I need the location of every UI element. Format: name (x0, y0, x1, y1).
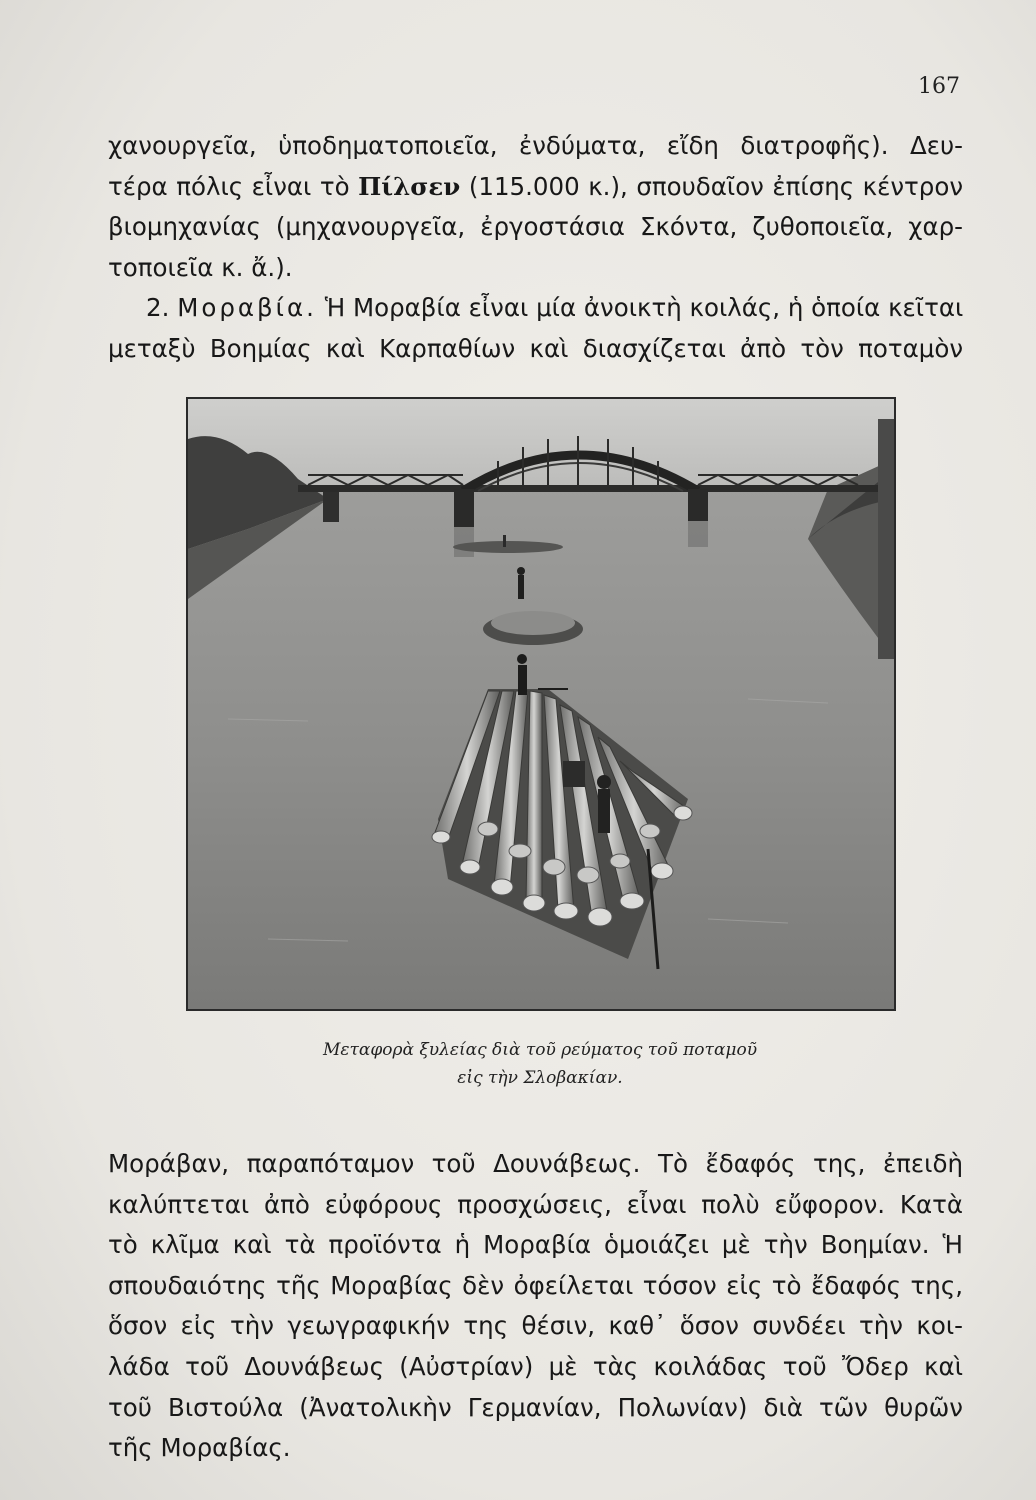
text-fragment: Ἡ Μοραβία εἶναι μία ἀνοικτὴ κοιλάς, ἡ ὁποία κεῖται (324, 293, 964, 323)
section-moravia-first-line (108, 288, 963, 329)
text-line: χανουργεῖα, ὑποδηματοποιεῖα, ἐνδύματα, εἴδη διατροφῆς). Δευ- (108, 131, 963, 160)
city-name-pilsen: Πίλσεν (358, 171, 461, 201)
figure-caption-line: εἰς τὴν Σλοβακίαν. (457, 1068, 623, 1088)
river-rafts-photo (186, 397, 896, 1011)
text-line: σπουδαιότης τῆς Μοραβίας δὲν ὀφείλεται τόσον εἰς τὸ ἔδαφός της, (108, 1270, 963, 1300)
section-heading: Μοραβία. (177, 293, 317, 323)
text-line: μεταξὺ Βοημίας καὶ Καρπαθίων καὶ διασχίζεται ἀπὸ τὸν ποταμὸν (108, 333, 963, 363)
text-line (108, 167, 963, 208)
text-fragment: τέρα πόλις εἶναι τὸ (108, 171, 359, 201)
text-fragment: (115.000 κ.), σπουδαῖον ἐπίσης κέντρον (460, 171, 964, 201)
text-line: Μοράβαν, παραπόταμον τοῦ Δουνάβεως. Τὸ ἔδαφός της, ἐπειδὴ (108, 1149, 963, 1178)
text-line: ὅσον εἰς τὴν γεωγραφικήν της θέσιν, καθ᾽ ὅσον συνδέει τὴν κοι- (108, 1311, 963, 1341)
text-line: λάδα τοῦ Δουνάβεως (Αὐστρίαν) μὲ τὰς κοιλάδας τοῦ Ὄδερ καὶ (108, 1351, 963, 1381)
text-line: τοῦ Βιστούλα (Ἀνατολικὴν Γερμανίαν, Πολωνίαν) διὰ τῶν θυρῶν (108, 1392, 963, 1422)
text-line: τὸ κλῖμα καὶ τὰ προϊόντα ἡ Μοραβία ὁμοιάζει μὲ τὴν Βοημίαν. Ἡ (108, 1230, 963, 1260)
page-number: 167 (918, 74, 960, 99)
section-number: 2. (146, 293, 170, 323)
text-line: βιομηχανίας (μηχανουργεῖα, ἐργοστάσια Σκόντα, ζυθοποιεῖα, χαρ- (108, 212, 963, 242)
top-paragraph (108, 126, 963, 370)
bottom-paragraph (108, 1144, 963, 1469)
text-line: τῆς Μοραβίας. (108, 1433, 291, 1463)
text-line: καλύπτεται ἀπὸ εὐφόρους προσχώσεις, εἶναι πολὺ εὔφορον. Κατὰ (108, 1189, 963, 1219)
figure-caption-line: Μεταφορὰ ξυλείας διὰ τοῦ ρεύματος τοῦ ποταμοῦ (322, 1040, 758, 1060)
text-line: τοποιεῖα κ. ἄ.). (108, 252, 293, 282)
